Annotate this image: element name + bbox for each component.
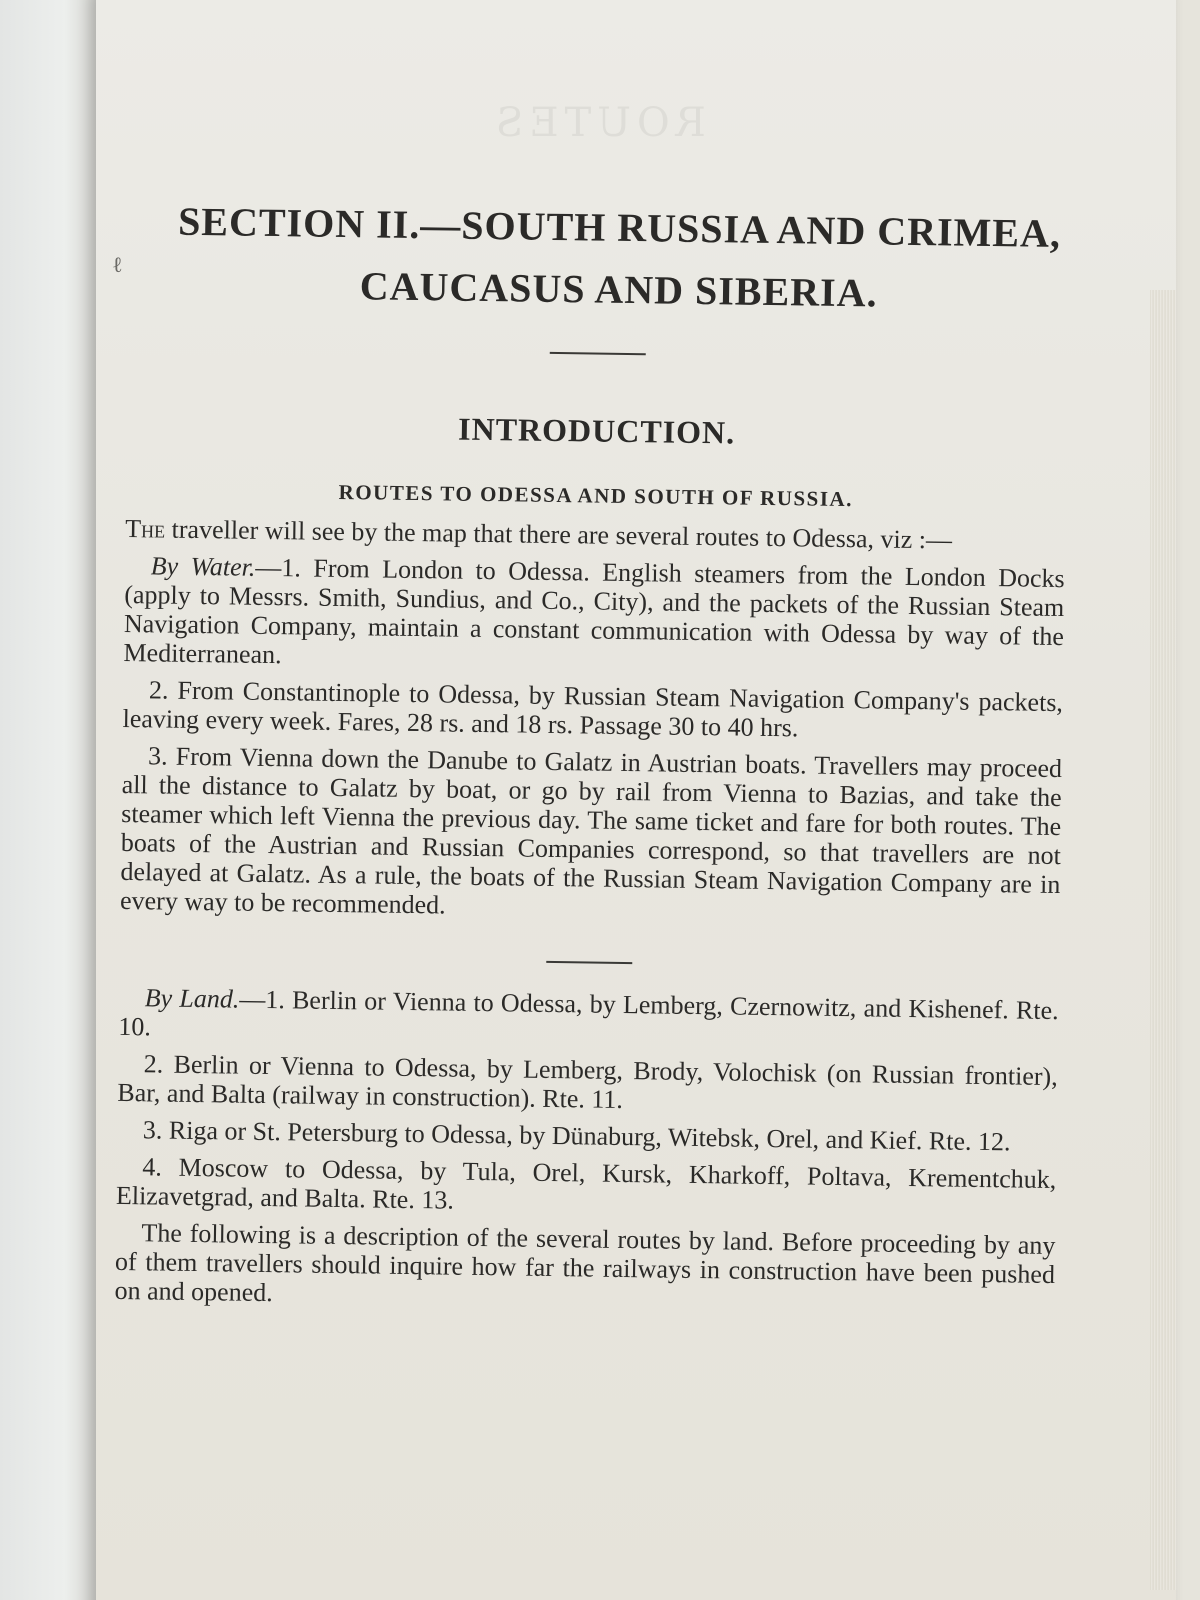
intro-text: traveller will see by the map that there are several routes to Odessa, viz :— (164, 514, 953, 555)
land-route-4: 4. Moscow to Odessa, by Tula, Orel, Kursk, Kharkoff, Poltava, Krementchuk, Elizavetgrad, and Balta. Rte. 13. (115, 1152, 1057, 1215)
land-route-3: 3. Riga or St. Petersburg to Odessa, by Dünaburg, Witebsk, Orel, and Kief. Rte. 12. (142, 1115, 1011, 1157)
divider-rule (550, 352, 646, 355)
water-route-1 (123, 551, 1065, 680)
introduction-heading: INTRODUCTION. (457, 410, 736, 451)
page-stack-edge (1150, 290, 1176, 1590)
show-through-text: ROUTES (490, 100, 706, 146)
divider-rule (546, 961, 632, 964)
by-water-label: By Water. (150, 551, 256, 582)
page-content (114, 190, 1070, 1326)
water-route-1-text: —1. From London to Odessa. English steamers from the London Docks (apply to Messrs. Smith, Sundius, and Co., City), and the packets of the Russian Steam Navigation Company, maintain a constant communication with Odessa by way of the Mediterranean. (123, 552, 1065, 670)
land-route-2: 2. Berlin or Vienna to Odessa, by Lemberg, Brody, Volochisk (on Russian frontier), Bar, and Balta (railway in construction). Rte. 11. (117, 1049, 1058, 1114)
closing-paragraph: The following is a description of the several routes by land. Before proceeding by any of them travellers should inquire how far the railways in construction have been pushed on and opened. (114, 1218, 1056, 1308)
land-route-1-text: —1. Berlin or Vienna to Odessa, by Lemberg, Czernowitz, and Kishenef. Rte. 10. (118, 984, 1059, 1042)
pencil-mark: ℓ (112, 253, 123, 278)
intro-paragraph (125, 514, 1065, 556)
water-route-3: 3. From Vienna down the Danube to Galatz in Austrian boats. Travellers may proceed all the distance to Galatz by boat, or go by rail from Vienna to Bazias, and take the steamer which left Vienna the previous day. The same ticket and fare for both routes. The boats of the Austrian and Russian Companies correspond, so that travellers are not delayed at Galatz. As a rule, the boats of the Russian Steam Navigation Company are in every way to be recommended. (119, 741, 1063, 920)
section-title-line1: SECTION II.—SOUTH RUSSIA AND CRIMEA, (177, 198, 1062, 256)
intro-lead-word: The (125, 513, 166, 544)
water-route-2: 2. From Constantinople to Odessa, by Russian Steam Navigation Company's packets, leaving every week. Fares, 28 rs. and 18 rs. Passage 30 to 40 hrs. (122, 675, 1064, 743)
land-route-1 (118, 983, 1059, 1054)
section-title-line2: CAUCASUS AND SIBERIA. (359, 263, 878, 316)
section-title (168, 191, 1070, 328)
by-land-label: By Land. (144, 983, 240, 1014)
routes-heading: ROUTES TO ODESSA AND SOUTH OF RUSSIA. (338, 479, 854, 512)
